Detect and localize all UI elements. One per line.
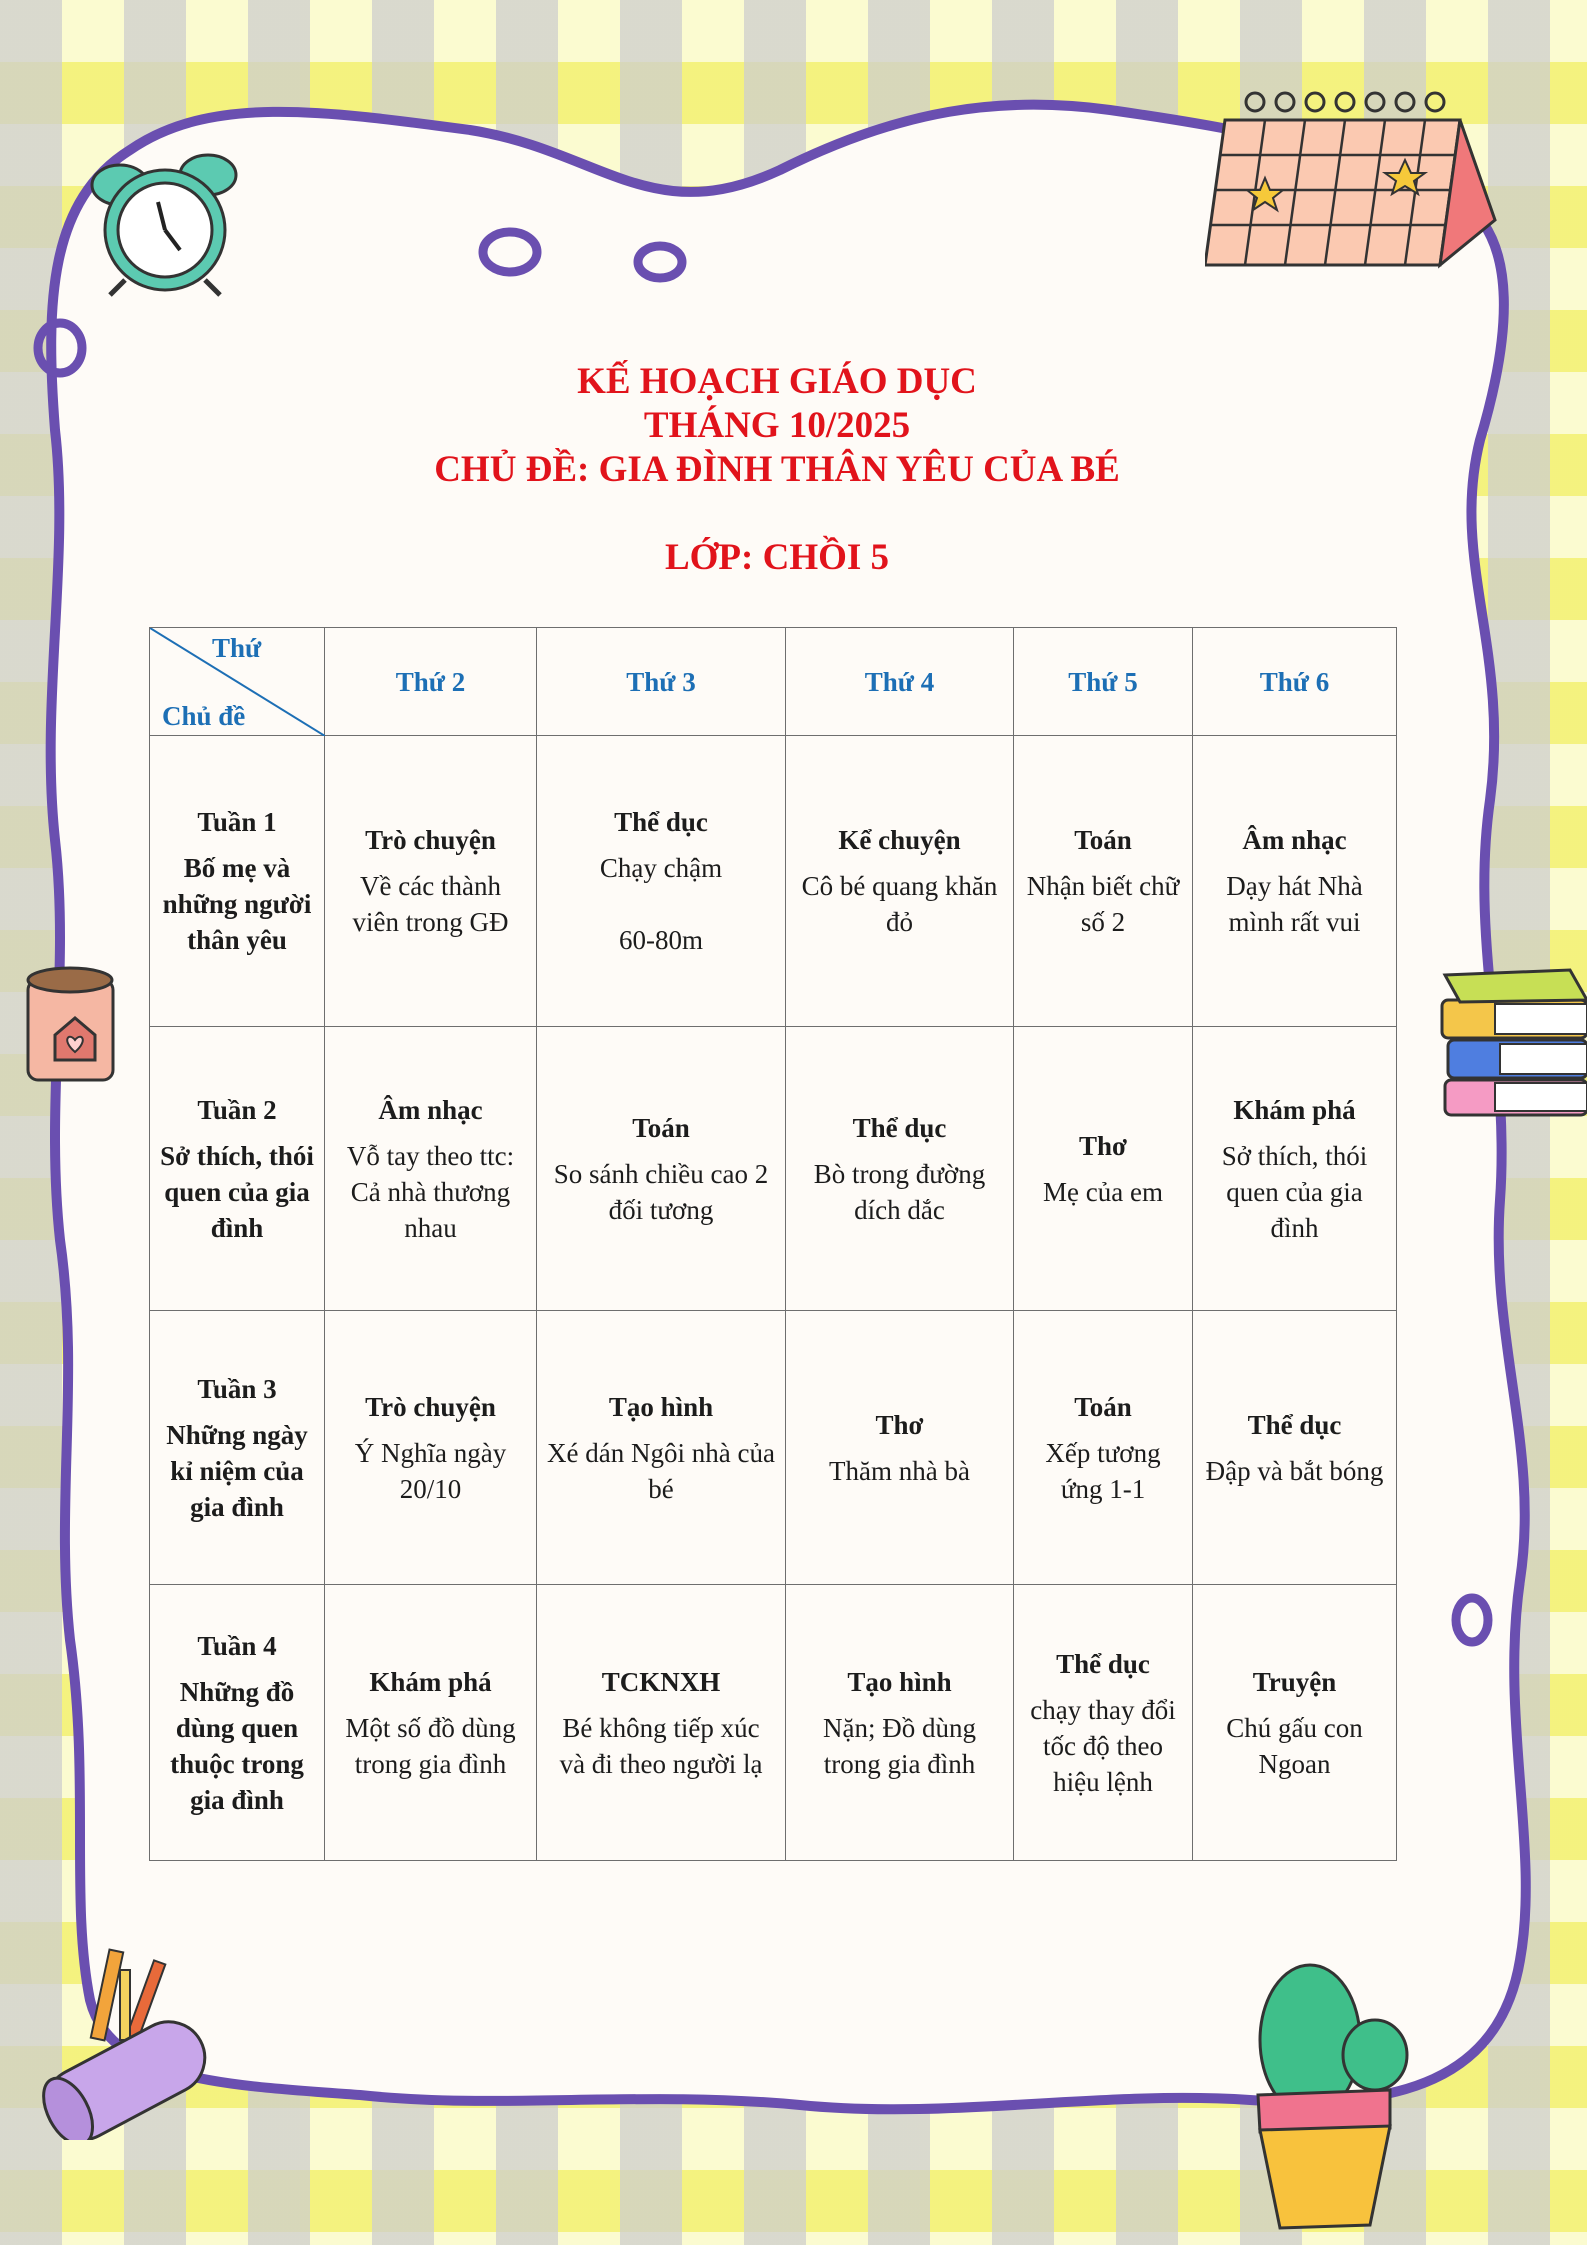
activity-cell xyxy=(537,1585,786,1861)
week-theme: Sở thích, thói quen của gia đình xyxy=(160,1140,314,1243)
week-cell xyxy=(150,1585,325,1861)
activity-cell xyxy=(325,1585,537,1861)
week-theme: Những ngày kỉ niệm của gia đình xyxy=(166,1419,308,1522)
activity-subject: Toán xyxy=(1074,1391,1132,1422)
activity-cell xyxy=(1193,1311,1397,1585)
activity-subject: Thể dục xyxy=(1247,1409,1342,1440)
day-header: Thứ 2 xyxy=(325,628,537,736)
week-label: Tuần 4 xyxy=(197,1630,277,1661)
activity-content: Dạy hát Nhà mình rất vui xyxy=(1226,871,1363,937)
day-header: Thứ 4 xyxy=(786,628,1014,736)
activity-content: Về các thành viên trong GĐ xyxy=(352,871,509,937)
activity-extra: 60-80m xyxy=(619,925,703,955)
activity-subject: Thể dục xyxy=(852,1112,947,1143)
pencil-case-icon xyxy=(30,1940,220,2140)
activity-content: So sánh chiều cao 2 đối tương xyxy=(553,1158,769,1225)
title-line-3: CHỦ ĐỀ: GIA ĐÌNH THÂN YÊU CỦA BÉ xyxy=(434,449,1120,490)
activity-content: Chú gấu con Ngoan xyxy=(1226,1712,1363,1779)
week-cell xyxy=(150,736,325,1027)
activity-content: Vỗ tay theo ttc: Cả nhà thương nhau xyxy=(346,1140,515,1243)
activity-subject: Tạo hình xyxy=(847,1666,952,1697)
activity-subject: Khám phá xyxy=(369,1666,492,1697)
activity-content: Xé dán Ngôi nhà của bé xyxy=(547,1437,775,1504)
activity-content: Thăm nhà bà xyxy=(829,1455,970,1486)
activity-cell xyxy=(786,1027,1014,1311)
activity-cell xyxy=(325,736,537,1027)
books-icon xyxy=(1440,960,1587,1130)
schedule-table xyxy=(149,627,1397,1861)
activity-subject: Kể chuyện xyxy=(838,825,961,855)
activity-cell xyxy=(325,1311,537,1585)
activity-cell xyxy=(1193,1585,1397,1861)
corner-cell xyxy=(150,628,325,736)
activity-cell xyxy=(1014,1311,1193,1585)
activity-cell xyxy=(1014,736,1193,1027)
title-line-2: THÁNG 10/2025 xyxy=(643,405,911,446)
activity-cell xyxy=(786,1311,1014,1585)
week-row xyxy=(150,1027,1397,1311)
activity-subject: Khám phá xyxy=(1233,1094,1356,1125)
week-cell xyxy=(150,1027,325,1311)
activity-cell xyxy=(537,1027,786,1311)
activity-content: Cô bé quang khăn đỏ xyxy=(801,871,998,937)
activity-cell xyxy=(1193,1027,1397,1311)
activity-cell xyxy=(1193,736,1397,1027)
activity-content: Bé không tiếp xúc và đi theo người lạ xyxy=(559,1712,763,1779)
activity-content: Ý Nghĩa ngày 20/10 xyxy=(354,1437,507,1504)
corner-theme-label: Chủ đề xyxy=(162,701,246,731)
day-header: Thứ 6 xyxy=(1193,628,1397,736)
activity-subject: Âm nhạc xyxy=(378,1094,483,1125)
activity-subject: Âm nhạc xyxy=(1242,825,1347,855)
week-theme: Những đồ dùng quen thuộc trong gia đình xyxy=(170,1676,304,1815)
activity-subject: Toán xyxy=(1074,825,1132,855)
activity-subject: TCKNXH xyxy=(601,1666,721,1697)
calendar-icon xyxy=(1205,80,1505,270)
activity-content: Mẹ của em xyxy=(1043,1176,1163,1207)
mug-icon xyxy=(20,960,120,1090)
activity-content: Xếp tương ứng 1-1 xyxy=(1045,1437,1161,1504)
activity-cell xyxy=(1014,1027,1193,1311)
day-header: Thứ 3 xyxy=(537,628,786,736)
activity-subject: Tạo hình xyxy=(608,1391,714,1422)
activity-content: Chạy chậm xyxy=(599,853,723,883)
activity-subject: Thể dục xyxy=(614,807,708,837)
activity-subject: Trò chuyện xyxy=(365,825,496,855)
week-label: Tuần 2 xyxy=(197,1094,277,1125)
cactus-icon xyxy=(1230,1960,1430,2240)
activity-content: Nhận biết chữ số 2 xyxy=(1026,871,1180,937)
class-name: LỚP: CHỒI 5 xyxy=(664,537,890,578)
title-line-1: KẾ HOẠCH GIÁO DỤC xyxy=(577,361,977,402)
activity-content: Nặn; Đồ dùng trong gia đình xyxy=(823,1712,976,1779)
activity-cell xyxy=(537,1311,786,1585)
activity-content: Sở thích, thói quen của gia đình xyxy=(1221,1140,1368,1243)
week-cell xyxy=(150,1311,325,1585)
activity-subject: Thơ xyxy=(875,1409,924,1440)
activity-content: chạy thay đổi tốc độ theo hiệu lệnh xyxy=(1030,1694,1176,1797)
week-row xyxy=(150,1311,1397,1585)
activity-subject: Truyện xyxy=(1252,1666,1337,1697)
week-label: Tuần 1 xyxy=(197,807,277,837)
activity-content: Bò trong đường dích dắc xyxy=(813,1158,986,1225)
week-row xyxy=(150,736,1397,1027)
activity-cell xyxy=(1014,1585,1193,1861)
week-theme: Bố mẹ và những người thân yêu xyxy=(162,853,312,955)
activity-cell xyxy=(786,736,1014,1027)
week-label: Tuần 3 xyxy=(197,1373,277,1404)
corner-day-label: Thứ xyxy=(212,633,262,663)
activity-cell xyxy=(325,1027,537,1311)
activity-cell xyxy=(786,1585,1014,1861)
activity-subject: Thể dục xyxy=(1056,1648,1150,1679)
activity-content: Một số đồ dùng trong gia đình xyxy=(345,1712,516,1779)
alarm-clock-icon xyxy=(80,130,260,300)
header-row xyxy=(150,628,1397,736)
day-header: Thứ 5 xyxy=(1014,628,1193,736)
activity-cell xyxy=(537,736,786,1027)
activity-subject: Thơ xyxy=(1079,1130,1127,1161)
activity-subject: Trò chuyện xyxy=(365,1391,496,1422)
week-row xyxy=(150,1585,1397,1861)
activity-content: Đập và bắt bóng xyxy=(1205,1455,1384,1486)
activity-subject: Toán xyxy=(632,1112,690,1143)
